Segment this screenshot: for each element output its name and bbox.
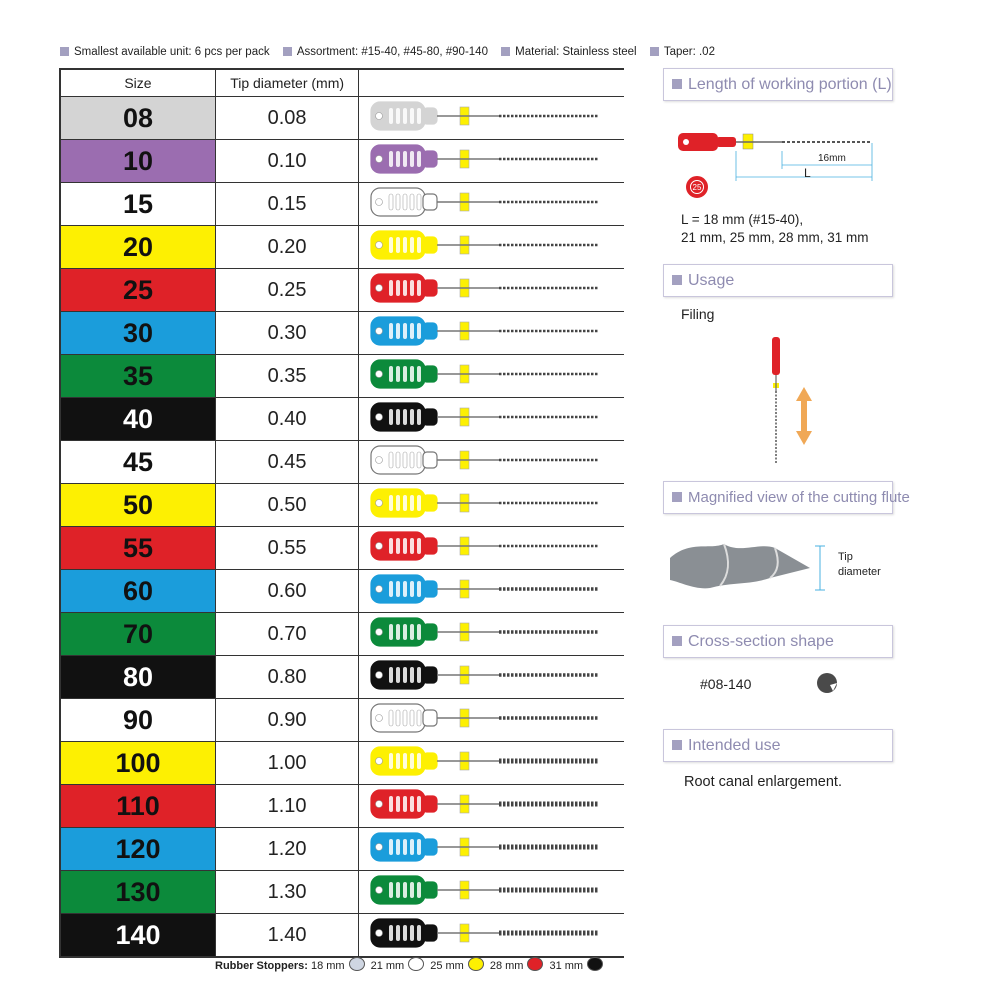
stopper-length: 25 mm [430,960,464,972]
file-image-cell [359,570,624,613]
stopper-color-icon [349,957,365,971]
size-cell: 130 [60,871,215,914]
file-image-cell [359,742,624,785]
dim-L: L [804,166,811,180]
table-row [60,484,624,527]
endo-file-illustration [359,657,609,693]
table-row [60,269,624,312]
spec-bar [60,46,725,58]
tip-diameter-cell: 1.40 [215,914,358,958]
file-image-cell [359,140,624,183]
table-row [60,828,624,871]
table-row [60,312,624,355]
tip-diameter-cell: 0.90 [215,699,358,742]
endo-file-illustration [359,829,609,865]
endo-file-illustration [359,872,609,908]
length-line2: 21 mm, 25 mm, 28 mm, 31 mm [681,230,869,245]
size-cell: 60 [60,570,215,613]
panel-intended-title: Intended use [688,737,781,754]
table-row [60,97,624,140]
size-cell: 35 [60,355,215,398]
file-image-cell [359,97,624,140]
size-cell: 30 [60,312,215,355]
tip-diameter-cell: 0.60 [215,570,358,613]
tip-diameter-cell: 0.15 [215,183,358,226]
file-image-cell [359,699,624,742]
table-row [60,914,624,958]
endo-file-illustration [359,356,609,392]
tip-diameter-cell: 1.00 [215,742,358,785]
panel-length-title: Length of working portion (L) [688,76,892,93]
tip-diameter-cell: 1.10 [215,785,358,828]
stopper-item [490,960,550,972]
intended-text: Root canal enlargement. [684,774,842,790]
table-row [60,871,624,914]
stopper-length: 18 mm [310,960,345,972]
file-image-cell [359,183,624,226]
file-image-cell [359,312,624,355]
stopper-item [371,960,431,972]
endo-file-illustration [359,786,609,822]
endo-file-illustration [359,141,609,177]
spec-taper: Taper: .02 [650,46,715,58]
up-down-arrow-icon [796,387,812,445]
size-cell: 40 [60,398,215,441]
table-row [60,527,624,570]
endo-file-illustration [359,313,609,349]
stopper-length: 21 mm [370,960,405,972]
endo-file-illustration [359,571,609,607]
tip-diameter-cell: 0.08 [215,97,358,140]
size-cell: 140 [60,914,215,958]
table-row [60,140,624,183]
file-image-cell [359,656,624,699]
table-header-row [60,69,624,97]
file-image-cell [359,828,624,871]
size-cell: 110 [60,785,215,828]
endo-file-illustration [359,915,609,951]
stopper-item [430,960,490,972]
dim-16mm: 16mm [818,153,846,164]
table-row [60,785,624,828]
spec-unit: Smallest available unit: 6 pcs per pack [60,46,270,58]
panel-flute-title: Magnified view of the cutting flute [688,489,910,506]
endo-file-illustration [359,98,609,134]
tip-diameter-cell: 0.45 [215,441,358,484]
stopper-color-icon [527,957,543,971]
tip-diameter-cell: 0.70 [215,613,358,656]
stopper-item [549,960,609,972]
stopper-length: 31 mm [549,960,584,972]
size-cell: 15 [60,183,215,226]
panel-usage-header [663,264,893,297]
size-cell: 90 [60,699,215,742]
tip-diameter-cell: 0.80 [215,656,358,699]
endo-file-illustration [359,442,609,478]
size-cell: 25 [60,269,215,312]
rubber-stoppers-legend [215,957,609,972]
cross-section-shape-icon [815,671,839,695]
endo-file-illustration [359,700,609,736]
stopper-color-icon [587,957,603,971]
tip-diameter-cell: 0.55 [215,527,358,570]
table-row [60,742,624,785]
file-image-cell [359,269,624,312]
flute-tip-label: Tip [838,551,853,563]
panel-intended-header [663,729,893,762]
size-cell: 08 [60,97,215,140]
panel-cross-header [663,625,893,658]
file-image-cell [359,441,624,484]
endo-file-illustration [359,743,609,779]
rubber-stoppers-label: Rubber Stoppers: [215,960,308,972]
file-image-cell [359,613,624,656]
size-cell: 80 [60,656,215,699]
size-cell: 70 [60,613,215,656]
cutting-flute-diagram [670,540,830,595]
tip-diameter-cell: 1.30 [215,871,358,914]
panel-length-header [663,68,893,101]
tip-diameter-cell: 0.40 [215,398,358,441]
file-image-cell [359,785,624,828]
table-row [60,570,624,613]
size-25-badge: 25 [686,176,708,198]
table-row [60,441,624,484]
endo-file-illustration [359,399,609,435]
tip-diameter-cell: 0.35 [215,355,358,398]
spec-assortment: Assortment: #15-40, #45-80, #90-140 [283,46,488,58]
tip-diameter-cell: 0.25 [215,269,358,312]
table-row [60,398,624,441]
size-cell: 120 [60,828,215,871]
usage-text: Filing [681,306,715,322]
table-row [60,699,624,742]
endo-file-illustration [359,184,609,220]
length-line1: L = 18 mm (#15-40), [681,212,804,227]
table-row [60,226,624,269]
file-image-cell [359,398,624,441]
size-cell: 100 [60,742,215,785]
spec-material: Material: Stainless steel [501,46,636,58]
size-cell: 10 [60,140,215,183]
file-image-cell [359,527,624,570]
stopper-color-icon [468,957,484,971]
stopper-item [311,960,371,972]
file-image-cell [359,355,624,398]
endo-file-illustration [359,614,609,650]
cross-range: #08-140 [700,676,752,692]
endo-file-illustration [359,528,609,564]
endo-file-illustration [359,485,609,521]
stopper-color-icon [408,957,424,971]
table-row [60,183,624,226]
tip-diameter-cell: 0.20 [215,226,358,269]
file-image-cell [359,871,624,914]
file-image-cell [359,226,624,269]
size-cell: 55 [60,527,215,570]
size-cell: 45 [60,441,215,484]
panel-flute-header [663,481,910,514]
tip-diameter-cell: 0.10 [215,140,358,183]
panel-usage-title: Usage [688,272,735,289]
size-cell: 50 [60,484,215,527]
size-header: Size [60,69,215,97]
table-row [60,613,624,656]
tip-diameter-cell: 0.30 [215,312,358,355]
tip-diameter-cell: 1.20 [215,828,358,871]
panel-cross-title: Cross-section shape [688,633,834,650]
stopper-length: 28 mm [489,960,524,972]
size-cell: 20 [60,226,215,269]
endo-file-illustration [359,270,609,306]
file-image-cell [359,484,624,527]
endo-file-illustration [359,227,609,263]
table-row [60,656,624,699]
image-header [359,69,624,97]
table-row [60,355,624,398]
file-size-table [59,68,624,958]
tip-diameter-cell: 0.50 [215,484,358,527]
file-image-cell [359,914,624,958]
tip-diameter-header: Tip diameter (mm) [215,69,358,97]
filing-motion-diagram [760,335,830,465]
flute-diameter-label: diameter [838,566,881,578]
